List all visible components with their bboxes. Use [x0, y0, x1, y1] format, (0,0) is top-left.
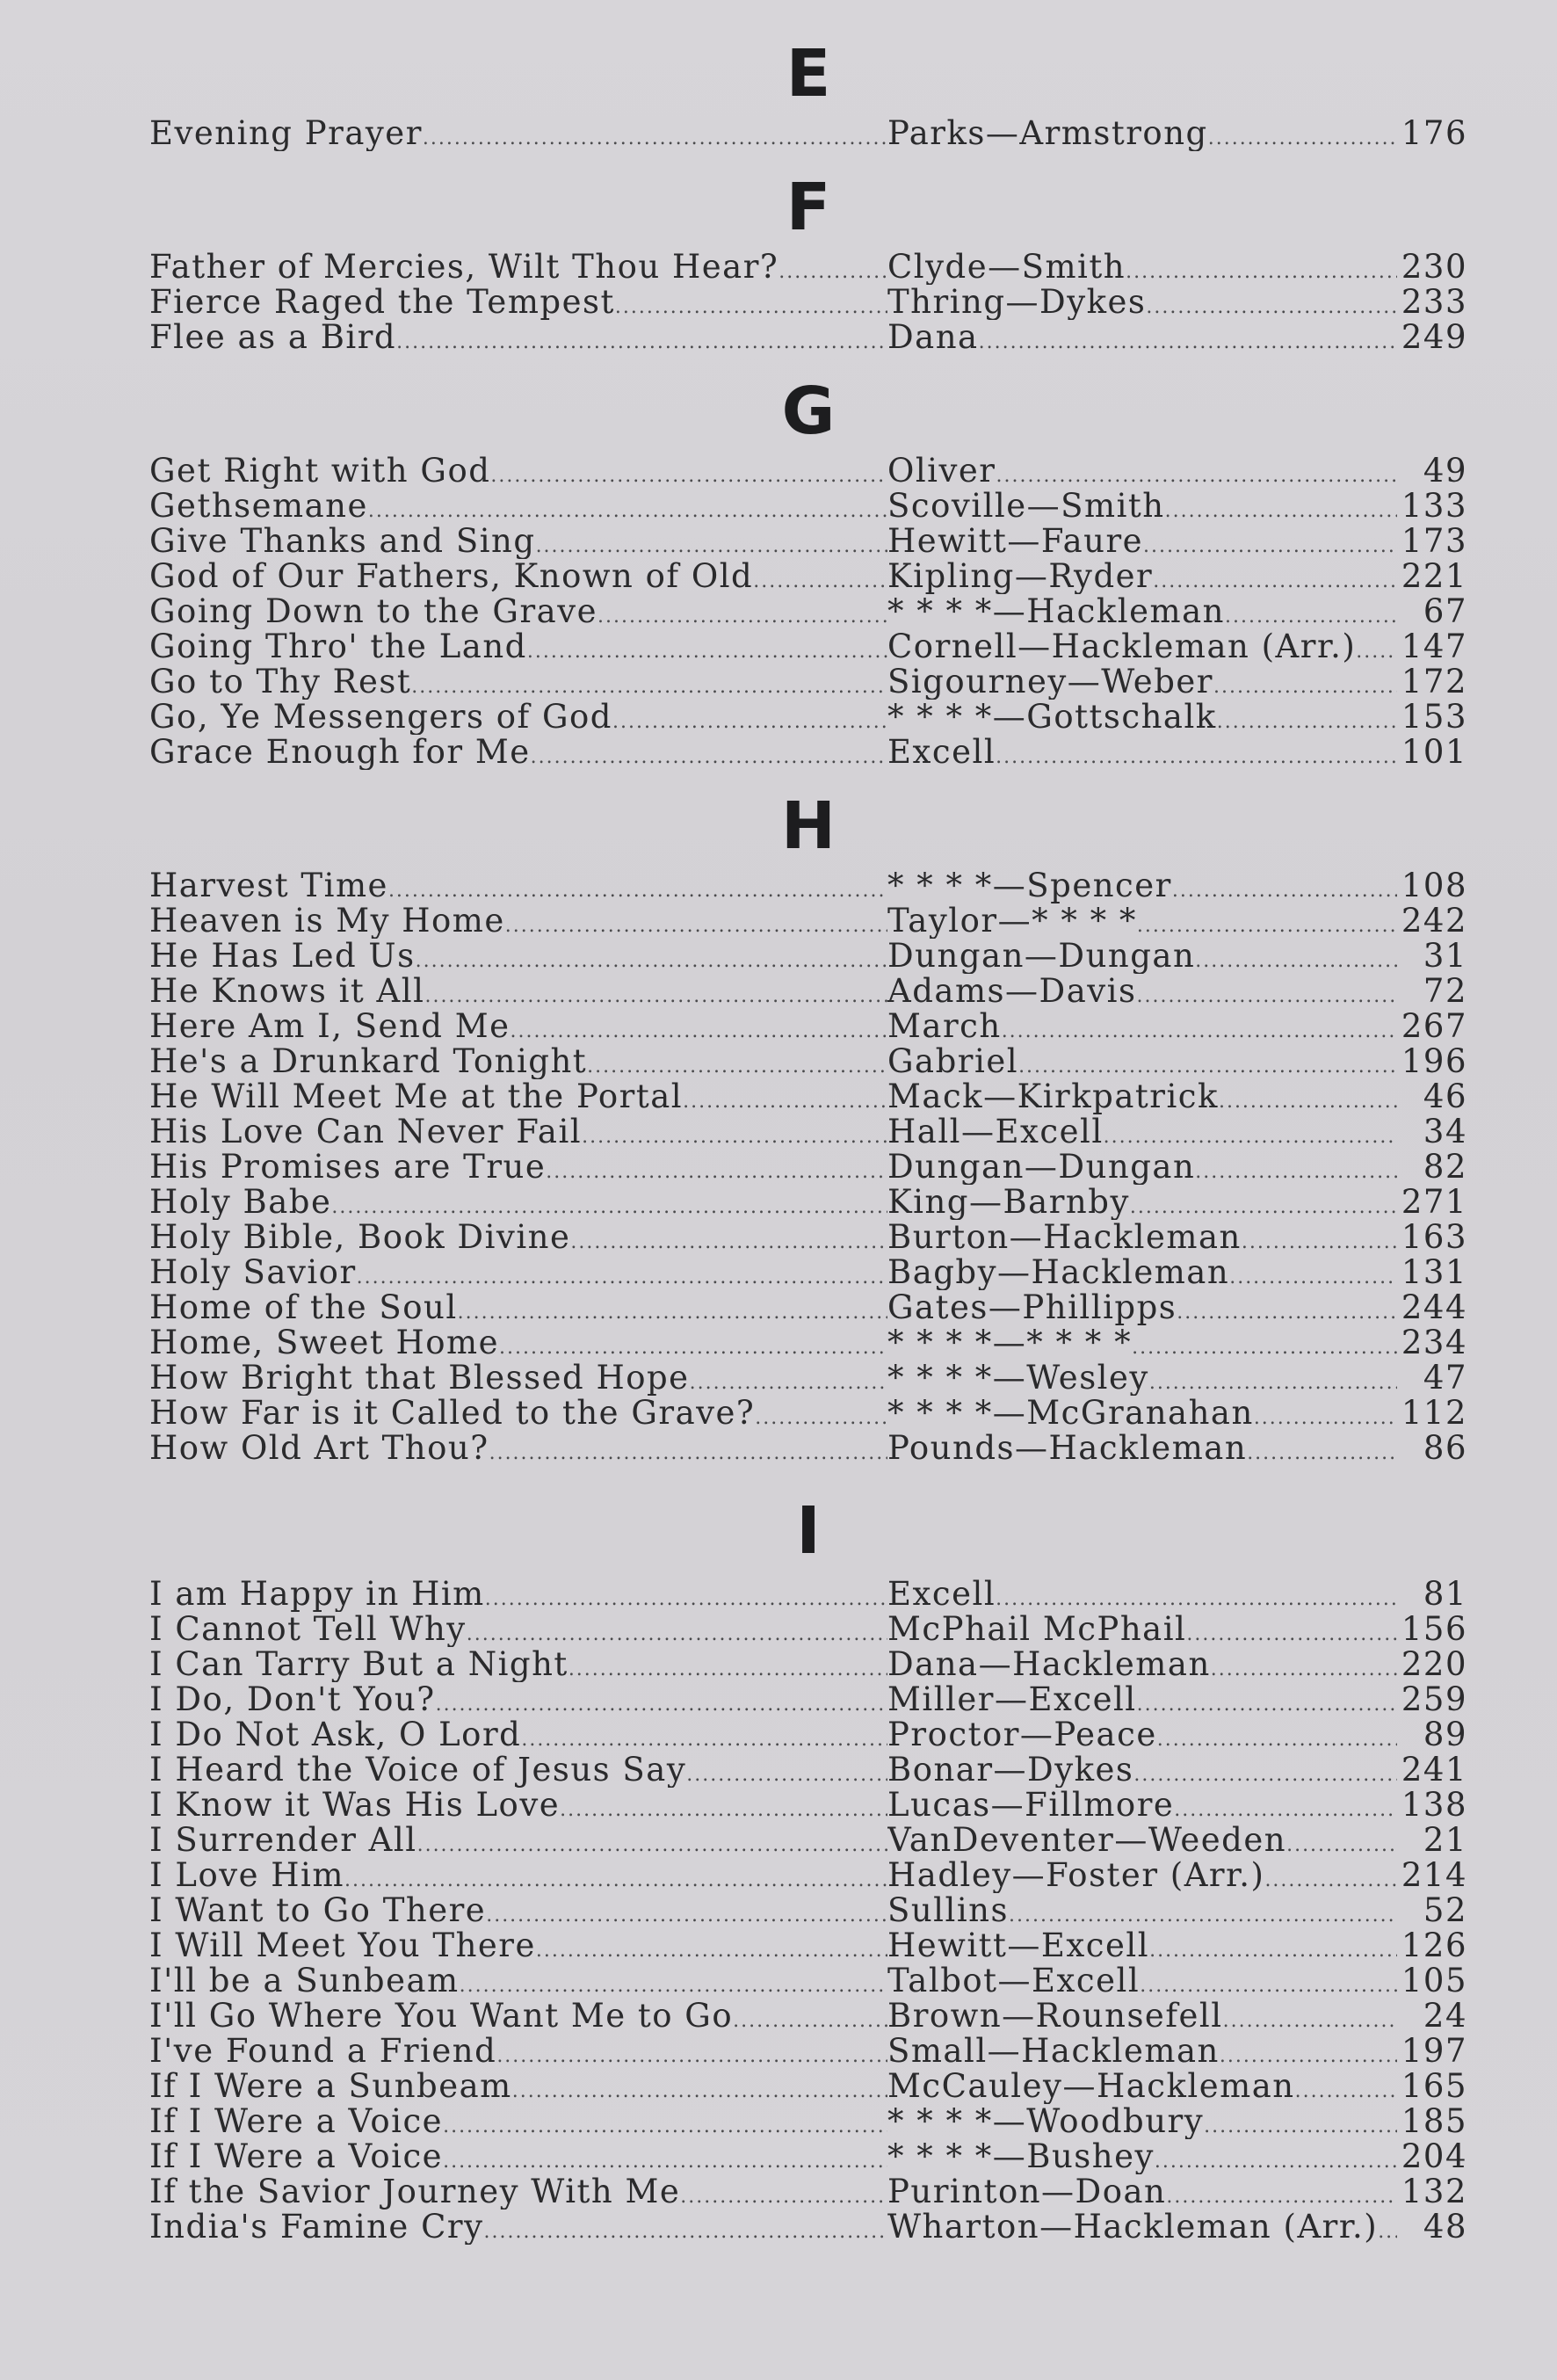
entry-title: I Heard the Voice of Jesus Say	[149, 1752, 687, 1788]
entry-author: Bonar—Dykes	[887, 1752, 1134, 1788]
entry-title: I Do, Don't You?	[149, 1682, 436, 1717]
index-entry	[149, 664, 1467, 700]
entry-title: God of Our Fathers, Known of Old	[149, 559, 754, 594]
index-entry	[149, 594, 1467, 629]
entry-title: I Surrender All	[149, 1823, 417, 1858]
entry-author: Thring—Dykes	[887, 285, 1147, 320]
index-entry	[149, 1647, 1467, 1682]
index-entry	[149, 1823, 1467, 1858]
entry-title: I Do Not Ask, O Lord	[149, 1717, 522, 1752]
entry-page-number: 196	[1401, 1042, 1467, 1080]
index-entry	[149, 1717, 1467, 1752]
entry-title: Gethsemane	[149, 489, 368, 524]
entry-author: Dungan—Dungan	[887, 939, 1196, 974]
entry-author: VanDeventer—Weeden	[887, 1823, 1287, 1858]
entry-title: Get Right with God	[149, 454, 491, 489]
entry-author: Hadley—Foster (Arr.)	[887, 1858, 1265, 1893]
entry-page-number: 163	[1401, 1218, 1467, 1256]
entry-page-number: 249	[1401, 318, 1467, 356]
entry-title: He Will Meet Me at the Portal	[149, 1079, 684, 1114]
entry-title: Grace Enough for Me	[149, 735, 531, 770]
entry-page-number: 156	[1401, 1610, 1467, 1648]
entry-author: Oliver	[887, 454, 996, 489]
entry-author: Proctor—Peace	[887, 1717, 1157, 1752]
section-letter-e: E	[786, 36, 831, 112]
entry-author: Gates—Phillipps	[887, 1290, 1177, 1325]
entry-title: Going Down to the Grave	[149, 594, 598, 629]
index-entry	[149, 2069, 1467, 2104]
entry-title: I'll Go Where You Want Me to Go	[149, 1999, 734, 2034]
entry-page-number: 112	[1401, 1394, 1467, 1432]
index-entry	[149, 1220, 1467, 1255]
section-letter-h: H	[781, 788, 836, 864]
entry-page-number: 48	[1423, 2208, 1467, 2246]
entry-page-number: 241	[1401, 1751, 1467, 1789]
entry-title: I Want to Go There	[149, 1893, 487, 1928]
entry-page-number: 267	[1401, 1007, 1467, 1045]
entry-title: Heaven is My Home	[149, 903, 505, 939]
entry-author: * * * *—Spencer	[887, 868, 1172, 903]
entry-author: Excell	[887, 735, 996, 770]
entry-title: Home, Sweet Home	[149, 1325, 500, 1361]
entry-title: I've Found a Friend	[149, 2034, 497, 2069]
index-entry	[149, 1114, 1467, 1150]
entry-author: Sigourney—Weber	[887, 664, 1213, 700]
entry-author: McPhail McPhail	[887, 1612, 1187, 1647]
entry-page-number: 133	[1401, 487, 1467, 525]
index-entry	[149, 454, 1467, 489]
entry-title: Give Thanks and Sing	[149, 524, 536, 559]
entry-title: He Knows it All	[149, 974, 425, 1009]
entry-author: Pounds—Hackleman	[887, 1431, 1248, 1466]
index-entry	[149, 1044, 1467, 1079]
entry-page-number: 221	[1401, 557, 1467, 595]
entry-title: Flee as a Bird	[149, 320, 397, 355]
entry-title: I'll be a Sunbeam	[149, 1963, 460, 1999]
index-entry	[149, 974, 1467, 1009]
entry-title: His Love Can Never Fail	[149, 1114, 583, 1150]
entry-page-number: 242	[1401, 902, 1467, 940]
section-letter-g: G	[781, 374, 836, 449]
entry-title: If I Were a Voice	[149, 2104, 444, 2139]
index-entry	[149, 735, 1467, 770]
entry-title: Harvest Time	[149, 868, 388, 903]
index-entry	[149, 285, 1467, 320]
entry-title: I Love Him	[149, 1858, 344, 1893]
index-entry	[149, 2139, 1467, 2174]
entry-page-number: 86	[1423, 1429, 1467, 1467]
entry-title: He Has Led Us	[149, 939, 416, 974]
entry-title: Go to Thy Rest	[149, 664, 412, 700]
entry-page-number: 49	[1423, 452, 1467, 490]
index-entry	[149, 2034, 1467, 2069]
entry-page-number: 244	[1401, 1288, 1467, 1326]
entry-page-number: 89	[1423, 1716, 1467, 1753]
entry-author: Dungan—Dungan	[887, 1150, 1196, 1185]
entry-page-number: 230	[1401, 248, 1467, 286]
index-entry	[149, 1009, 1467, 1044]
entry-page-number: 176	[1401, 114, 1467, 152]
entry-author: * * * *—Woodbury	[887, 2104, 1205, 2139]
index-entry	[149, 1396, 1467, 1431]
entry-title: He's a Drunkard Tonight	[149, 1044, 588, 1079]
entry-page-number: 108	[1401, 867, 1467, 904]
index-entry	[149, 1255, 1467, 1290]
entry-title: I Cannot Tell Why	[149, 1612, 467, 1647]
entry-author: Parks—Armstrong	[887, 116, 1208, 151]
index-entry	[149, 868, 1467, 903]
entry-author: Sullins	[887, 1893, 1009, 1928]
entry-title: I Know it Was His Love	[149, 1788, 561, 1823]
entry-author: * * * *—Hackleman	[887, 594, 1225, 629]
entry-title: If I Were a Sunbeam	[149, 2069, 512, 2104]
index-entry	[149, 489, 1467, 524]
entry-author: Hewitt—Faure	[887, 524, 1144, 559]
index-entry	[149, 116, 1467, 151]
entry-page-number: 204	[1401, 2137, 1467, 2175]
entry-title: If I Were a Voice	[149, 2139, 444, 2174]
entry-page-number: 81	[1423, 1575, 1467, 1613]
index-entry	[149, 1361, 1467, 1396]
index-entry	[149, 1999, 1467, 2034]
entry-author: Excell	[887, 1577, 996, 1612]
entry-page-number: 132	[1401, 2173, 1467, 2210]
index-entry	[149, 1893, 1467, 1928]
index-entry	[149, 2174, 1467, 2209]
entry-author: Gabriel	[887, 1044, 1019, 1079]
entry-title: Go, Ye Messengers of God	[149, 700, 612, 735]
entry-page-number: 82	[1423, 1148, 1467, 1186]
entry-title: Home of the Soul	[149, 1290, 458, 1325]
entry-title: Holy Bible, Book Divine	[149, 1220, 571, 1255]
entry-author: * * * *—Wesley	[887, 1361, 1149, 1396]
entry-author: Mack—Kirkpatrick	[887, 1079, 1219, 1114]
entry-page-number: 271	[1401, 1183, 1467, 1221]
entry-page-number: 31	[1423, 937, 1467, 975]
entry-author: * * * *—Bushey	[887, 2139, 1155, 2174]
entry-title: India's Famine Cry	[149, 2209, 484, 2245]
index-entry	[149, 1752, 1467, 1788]
entry-author: * * * *—* * * *	[887, 1325, 1133, 1361]
index-entry	[149, 524, 1467, 559]
index-entry	[149, 1325, 1467, 1361]
entry-author: * * * *—McGranahan	[887, 1396, 1254, 1431]
entry-author: Dana—Hackleman	[887, 1647, 1211, 1682]
entry-author: Miller—Excell	[887, 1682, 1137, 1717]
entry-author: Dana	[887, 320, 979, 355]
index-entry	[149, 2104, 1467, 2139]
entry-page-number: 24	[1423, 1997, 1467, 2035]
entry-page-number: 172	[1401, 663, 1467, 700]
index-entry	[149, 1431, 1467, 1466]
entry-author: Cornell—Hackleman (Arr.)	[887, 629, 1357, 664]
index-entry	[149, 1612, 1467, 1647]
entry-title: How Old Art Thou?	[149, 1431, 489, 1466]
entry-title: Evening Prayer	[149, 116, 423, 151]
entry-page-number: 185	[1401, 2102, 1467, 2140]
entry-page-number: 46	[1423, 1078, 1467, 1115]
entry-author: Wharton—Hackleman (Arr.)	[887, 2209, 1379, 2245]
entry-page-number: 67	[1423, 592, 1467, 630]
entry-title: Fierce Raged the Tempest	[149, 285, 615, 320]
entry-title: How Far is it Called to the Grave?	[149, 1396, 756, 1431]
index-entry	[149, 1928, 1467, 1963]
index-entry	[149, 939, 1467, 974]
index-entry	[149, 1290, 1467, 1325]
entry-title: I am Happy in Him	[149, 1577, 485, 1612]
entry-page-number: 197	[1401, 2032, 1467, 2070]
entry-page-number: 220	[1401, 1645, 1467, 1683]
entry-page-number: 259	[1401, 1680, 1467, 1718]
index-entry	[149, 2209, 1467, 2245]
entry-title: Going Thro' the Land	[149, 629, 527, 664]
entry-author: McCauley—Hackleman	[887, 2069, 1295, 2104]
index-entry	[149, 1682, 1467, 1717]
entry-page-number: 165	[1401, 2067, 1467, 2105]
entry-title: Father of Mercies, Wilt Thou Hear?	[149, 250, 779, 285]
index-entry	[149, 250, 1467, 285]
entry-title: His Promises are True	[149, 1150, 547, 1185]
index-entry	[149, 320, 1467, 355]
index-entry	[149, 1788, 1467, 1823]
entry-page-number: 153	[1401, 698, 1467, 736]
entry-title: I Can Tarry But a Night	[149, 1647, 568, 1682]
entry-page-number: 173	[1401, 522, 1467, 560]
entry-author: * * * *—Gottschalk	[887, 700, 1217, 735]
entry-author: Hewitt—Excell	[887, 1928, 1150, 1963]
entry-author: Talbot—Excell	[887, 1963, 1141, 1999]
entry-page-number: 214	[1401, 1856, 1467, 1894]
entry-author: Bagby—Hackleman	[887, 1255, 1230, 1290]
entry-page-number: 52	[1423, 1891, 1467, 1929]
index-entry	[149, 1185, 1467, 1220]
entry-page-number: 105	[1401, 1962, 1467, 1999]
index-entry	[149, 1577, 1467, 1612]
entry-page-number: 21	[1423, 1821, 1467, 1859]
entry-page-number: 138	[1401, 1786, 1467, 1824]
entry-author: Scoville—Smith	[887, 489, 1165, 524]
entry-page-number: 47	[1423, 1359, 1467, 1397]
entry-title: Holy Savior	[149, 1255, 357, 1290]
entry-author: Clyde—Smith	[887, 250, 1126, 285]
entry-author: Taylor—* * * *	[887, 903, 1137, 939]
entry-author: Adams—Davis	[887, 974, 1137, 1009]
entry-page-number: 72	[1423, 972, 1467, 1010]
entry-page-number: 34	[1423, 1113, 1467, 1150]
entry-title: How Bright that Blessed Hope	[149, 1361, 690, 1396]
entry-author: Brown—Rounsefell	[887, 1999, 1223, 2034]
index-entry	[149, 559, 1467, 594]
entry-title: If the Savior Journey With Me	[149, 2174, 681, 2209]
entry-author: March	[887, 1009, 1002, 1044]
entry-title: Here Am I, Send Me	[149, 1009, 511, 1044]
entry-author: Burton—Hackleman	[887, 1220, 1242, 1255]
entry-author: King—Barnby	[887, 1185, 1130, 1220]
index-entry	[149, 1150, 1467, 1185]
entry-page-number: 233	[1401, 283, 1467, 321]
entry-page-number: 147	[1401, 628, 1467, 665]
section-letter-i: I	[796, 1493, 821, 1569]
index-entry	[149, 1963, 1467, 1999]
entry-author: Hall—Excell	[887, 1114, 1104, 1150]
index-entry	[149, 629, 1467, 664]
index-entry	[149, 903, 1467, 939]
entry-author: Kipling—Ryder	[887, 559, 1154, 594]
section-letter-f: F	[786, 170, 831, 245]
entry-page-number: 126	[1401, 1926, 1467, 1964]
entry-page-number: 234	[1401, 1324, 1467, 1361]
index-entry	[149, 1858, 1467, 1893]
entry-page-number: 101	[1401, 733, 1467, 771]
index-entry	[149, 1079, 1467, 1114]
entry-page-number: 131	[1401, 1253, 1467, 1291]
entry-title: Holy Babe	[149, 1185, 332, 1220]
index-entry	[149, 700, 1467, 735]
entry-author: Small—Hackleman	[887, 2034, 1220, 2069]
entry-title: I Will Meet You There	[149, 1928, 536, 1963]
entry-author: Lucas—Fillmore	[887, 1788, 1175, 1823]
entry-author: Purinton—Doan	[887, 2174, 1167, 2209]
